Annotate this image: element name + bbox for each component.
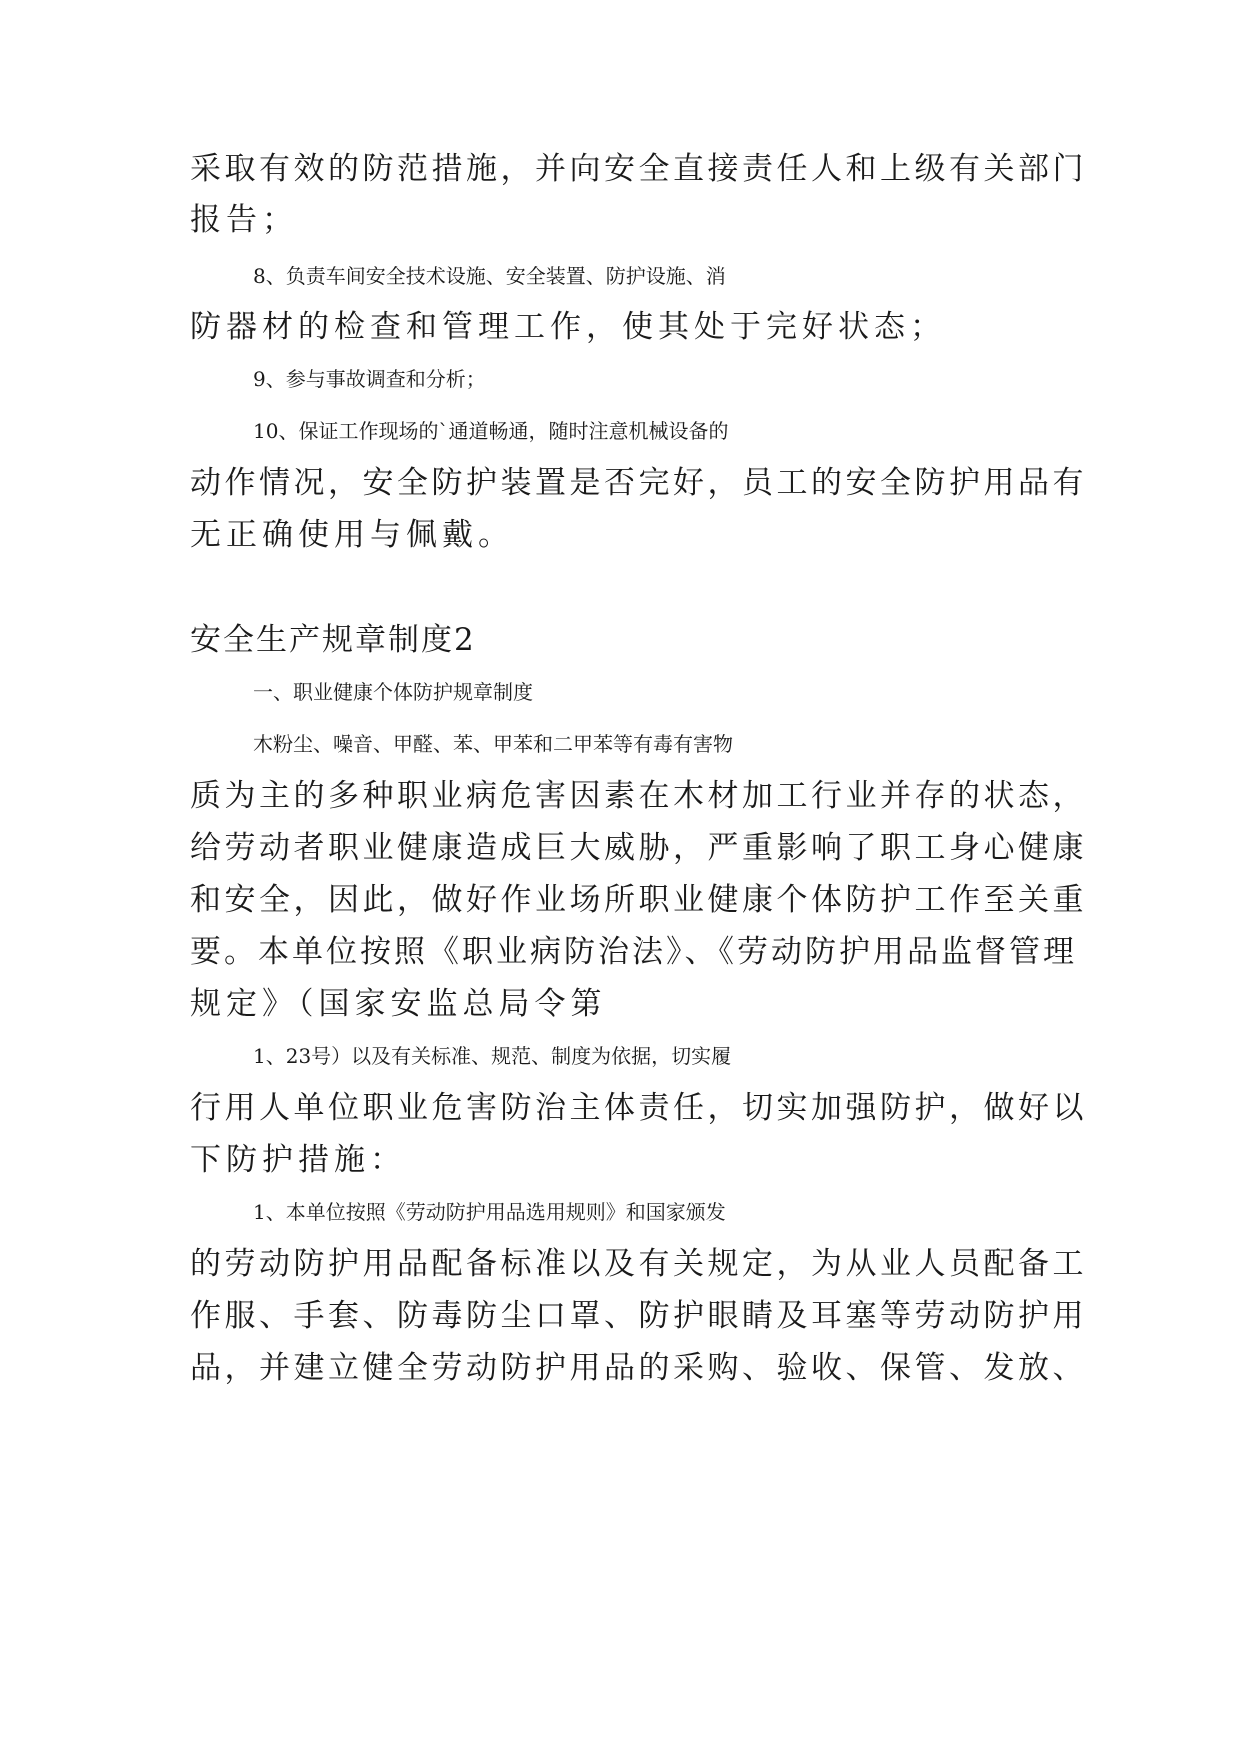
- paragraph-line: 8、负责车间安全技术设施、安全装置、防护设施、消: [253, 264, 726, 288]
- paragraph-line: 作服、手套、防毒防尘口罩、防护眼睛及耳塞等劳动防护用: [190, 1298, 1087, 1334]
- paragraph-line: 1、23号）以及有关标准、规范、制度为依据，切实履: [253, 1044, 732, 1068]
- paragraph-line: 规定》（国家安监总局令第: [190, 986, 607, 1022]
- paragraph-line: 品，并建立健全劳动防护用品的采购、验收、保管、发放、: [190, 1350, 1087, 1386]
- paragraph-line: 行用人单位职业危害防治主体责任，切实加强防护，做好以: [190, 1090, 1087, 1126]
- paragraph-line: 给劳动者职业健康造成巨大威胁，严重影响了职工身心健康: [190, 830, 1087, 866]
- paragraph-line: 1、本单位按照《劳动防护用品选用规则》和国家颁发: [253, 1200, 726, 1224]
- paragraph-line: 的劳动防护用品配备标准以及有关规定，为从业人员配备工: [190, 1246, 1087, 1282]
- paragraph-line: 质为主的多种职业病危害因素在木材加工行业并存的状态，: [190, 778, 1087, 814]
- paragraph-line: 9、参与事故调查和分析；: [253, 367, 486, 391]
- paragraph-line: 采取有效的防范措施，并向安全直接责任人和上级有关部门: [190, 151, 1087, 187]
- paragraph-line: 和安全，因此，做好作业场所职业健康个体防护工作至关重: [190, 882, 1087, 918]
- section-heading: 安全生产规章制度2: [190, 622, 476, 658]
- paragraph-line: 10、保证工作现场的`通道畅通，随时注意机械设备的: [253, 419, 729, 443]
- paragraph-line: 动作情况，安全防护装置是否完好，员工的安全防护用品有: [190, 465, 1087, 501]
- paragraph-line: 防器材的检查和管理工作，使其处于完好状态；: [190, 309, 946, 345]
- paragraph-line: 木粉尘、噪音、甲醛、苯、甲苯和二甲苯等有毒有害物: [253, 732, 733, 756]
- subsection-heading: 一、职业健康个体防护规章制度: [253, 680, 533, 704]
- paragraph-line: 报告；: [190, 202, 298, 238]
- paragraph-line: 无正确使用与佩戴。: [190, 517, 514, 553]
- paragraph-line: 要。本单位按照《职业病防治法》、《劳动防护用品监督管理: [190, 934, 1077, 970]
- paragraph-line: 下防护措施：: [190, 1142, 406, 1178]
